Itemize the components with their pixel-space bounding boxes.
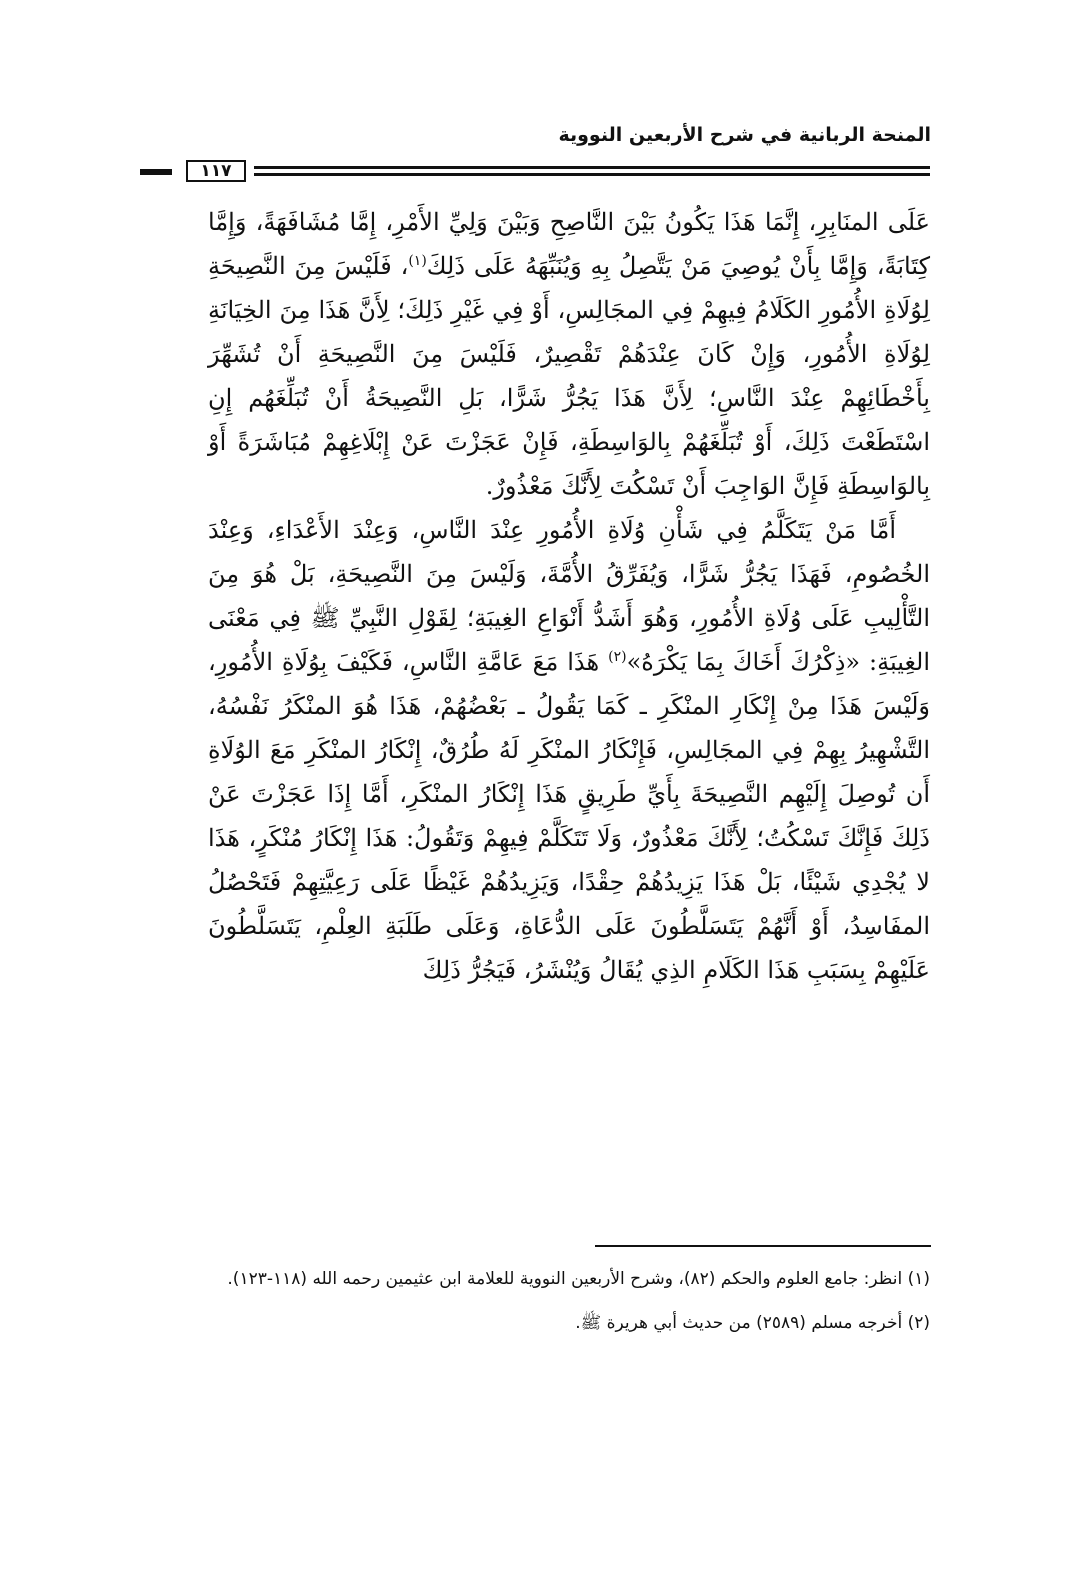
header-rule-short [140, 169, 172, 175]
footnotes [208, 1262, 930, 1350]
page-number: ١١٧ [186, 160, 246, 182]
footnote-ref-1: (١) [408, 253, 427, 269]
header-rule-long [254, 166, 930, 176]
paragraph-1 [208, 200, 930, 508]
paragraph-2 [208, 508, 930, 992]
footnote-2: (٢) أخرجه مسلم (٢٥٨٩) من حديث أبي هريرة ﷺ. [575, 1313, 930, 1333]
paragraph-1-rest: ، فَلَيْسَ مِنَ النَّصِيحَةِ لِوُلَاةِ الأُمُورِ الكَلَامُ فِيهِمْ فِي المجَالِسِ، أَوْ فِي غَيْرِ ذَلِكَ؛ لِأَنَّ هَذَا مِنَ الخِيَانَةِ لِوُلَاةِ الأُمُورِ، وَإِنْ كَانَ عِنْدَهُمْ تَقْصِيرٌ، فَلَيْسَ مِنَ النَّصِيحَةِ أَنْ تُشَهِّرَ بِأَخْطَائِهِمْ عِنْدَ النَّاسِ؛ لِأَنَّ هَذَا يَجُرُّ شَرًّا، بَلِ النَّصِيحَةُ أَنْ تُبَلِّغَهُم إِنِ اسْتَطَعْتَ ذَلِكَ، أَوْ تُبَلِّغَهُمْ بِالوَاسِطَةِ، فَإِنْ عَجَزْتَ عَنْ إِبْلَاغِهِمْ مُبَاشَرَةً أَوْ بِالوَاسِطَةِ فَإِنَّ الوَاجِبَ أَنْ تَسْكُتَ لِأَنَّكَ مَعْذُورٌ. [208, 252, 931, 500]
paragraph-2-start: أَمَّا مَنْ يَتَكَلَّمُ فِي شَأْنِ وُلَاةِ الأُمُورِ عِنْدَ النَّاسِ، وَعِنْدَ الأَعْدَاءِ، وَعِنْدَ الخُصُومِ، فَهَذَا يَجُرُّ شَرًّا، وَيُفَرِّقُ الأُمَّةَ، وَلَيْسَ مِنَ النَّصِيحَةِ، بَلْ هُوَ مِنَ التَّأْلِيبِ عَلَى وُلَاةِ الأُمُورِ، وَهُوَ أَشَدُّ أَنْوَاعِ الغِيبَةِ؛ لِقَوْلِ النَّبِيِّ ﷺ فِي مَعْنَى الغِيبَةِ: «ذِكْرُكَ أَخَاكَ بِمَا يَكْرَهُ» [208, 516, 930, 676]
footnote-separator [595, 1245, 931, 1247]
footnote-ref-2: (٢) [608, 649, 627, 665]
header-rule [140, 160, 930, 184]
paragraph-1-start: عَلَى المنَابِرِ، إِنَّمَا هَذَا يَكُونُ بَيْنَ النَّاصِحِ وَبَيْنَ وَلِيِّ الأَمْرِ، إِمَّا مُشَافَهَةً، وَإِمَّا كِتَابَةً، وَإِمَّا بِأَنْ يُوصِيَ مَنْ يَتَّصِلُ بِهِ وَيُنَبِّهَهُ عَلَى ذَلِكَ [208, 208, 930, 280]
footnote-1: (١) انظر: جامع العلوم والحكم (٨٢)، وشرح الأربعين النووية للعلامة ابن عثيمين رحمه الله (١١٨-١٢٣). [227, 1269, 930, 1289]
running-head: المنحة الربانية في شرح الأربعين النووية [558, 124, 931, 146]
main-text [208, 200, 930, 992]
paragraph-2-rest: هَذَا مَعَ عَامَّةِ النَّاسِ، فَكَيْفَ بِوُلَاةِ الأُمُورِ، وَلَيْسَ هَذَا مِنْ إِنْكَارِ المنْكَرِ ـ كَمَا يَقُولُ ـ بَعْضُهُمْ، هَذَا هُوَ المنْكَرُ نَفْسُهُ، التَّشْهِيرُ بِهِمْ فِي المجَالِسِ، فَإِنْكَارُ المنْكَرِ لَهُ طُرُقٌ، إِنْكَارُ المنْكَرِ مَعَ الوُلَاةِ أَن تُوصِلَ إِلَيْهِم النَّصِيحَةَ بِأَيِّ طَرِيقٍ هَذَا إِنْكَارُ المنْكَرِ، أَمَّا إِذَا عَجَزْتَ عَنْ ذَلِكَ فَإِنَّكَ تَسْكُتُ؛ لِأَنَّكَ مَعْذُورٌ، وَلَا تَتَكَلَّمْ فِيهِمْ وَتَقُولُ: هَذَا إِنْكَارُ مُنْكَرٍ، هَذَا لا يُجْدِي شَيْئًا، بَلْ هَذَا يَزِيدُهُمْ حِقْدًا، وَيَزِيدُهُمْ غَيْظًا عَلَى رَعِيَّتِهِمْ فَتَحْصُلُ المفَاسِدُ، أَوْ أَنَّهُمْ يَتَسَلَّطُونَ عَلَى الدُّعَاةِ، وَعَلَى طَلَبَةِ العِلْمِ، يَتَسَلَّطُونَ عَلَيْهِمْ بِسَبَبِ هَذَا الكَلَامِ الذِي يُقَالُ وَيُنْشَرُ، فَيَجُرُّ ذَلِكَ [208, 648, 931, 984]
